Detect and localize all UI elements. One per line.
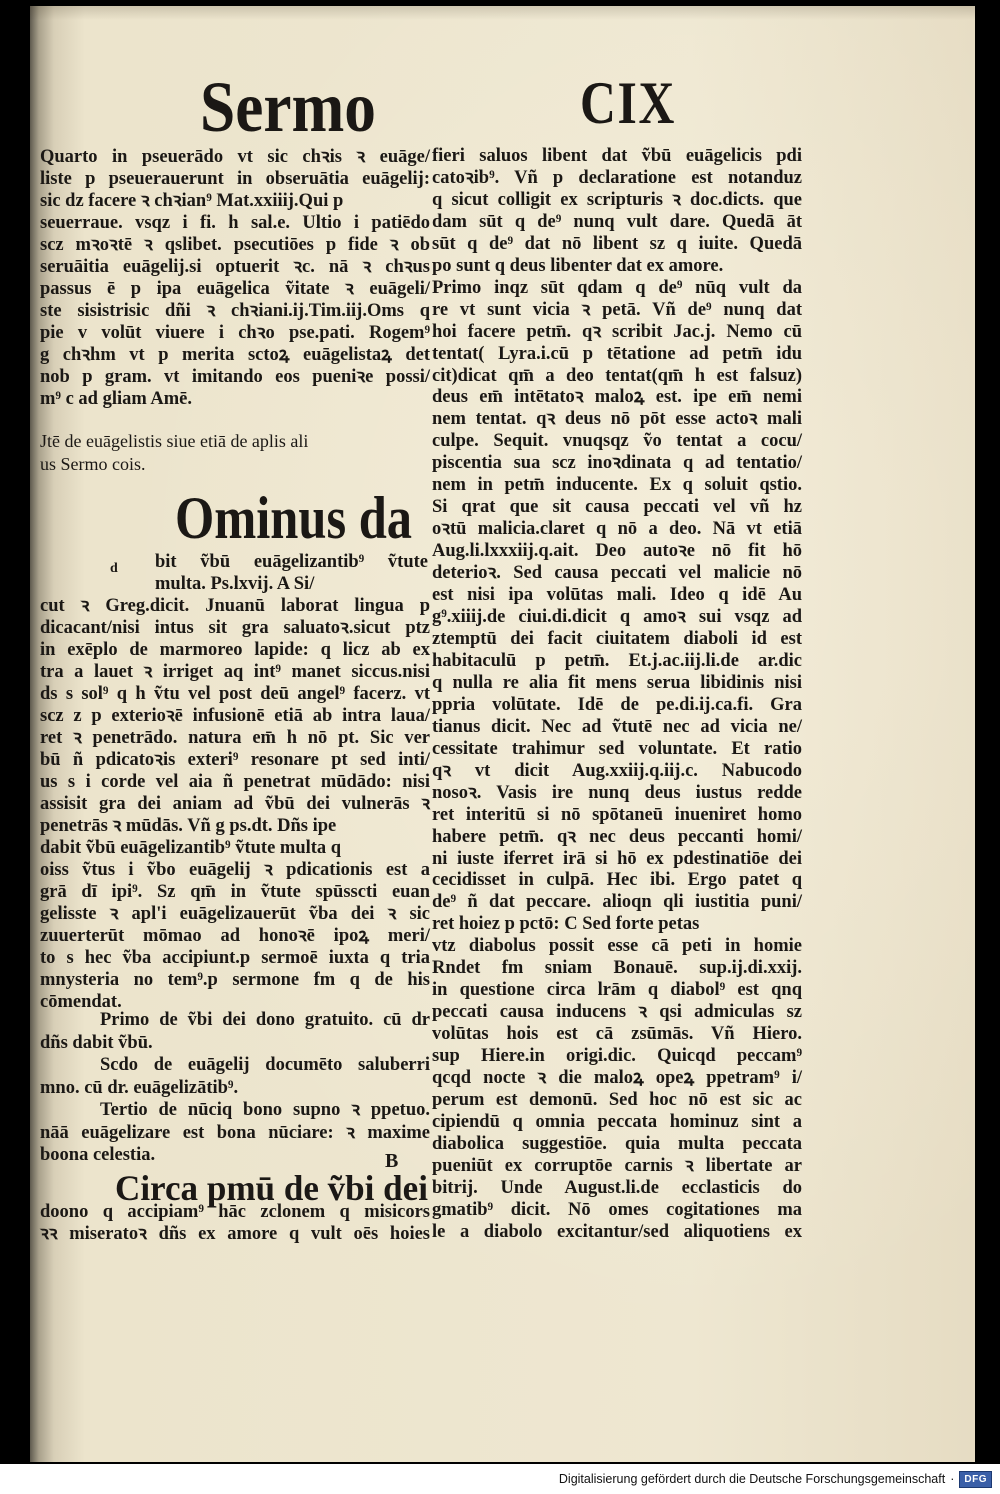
book-page [30,6,975,1462]
left-column-closing [40,1201,430,1245]
text-line: Tertio de nūciq bono supno ꝛ ppetuo. [100,1100,430,1120]
text-line: pueniūt ex corruptōe carnis ꝛ libertate ar [432,1155,802,1176]
text-line: scz mꝛoꝛtē ꝛ qslibet. psecutiōes p fide ꝛ ob [40,235,430,255]
text-line: catoꝛib⁹. Vñ p declaratione est notanduz [432,167,802,188]
digitization-footer [0,1464,1000,1494]
guide-letter-b: B [385,1150,399,1172]
text-line: de⁹ ñ dat peccare. alioqn qli iustitia puni/ [432,892,802,913]
text-line: bit ṽbū euāgelizantib⁹ ṽtute [155,552,428,572]
text-line: hoi facere petm̄. qꝛ scribit Jac.j. Nemo cū [432,321,802,342]
text-line: doono q accipiam⁹ hāc zclonem q misicors [40,1202,430,1222]
text-line: multa. Ps.lxvij. A Si/ [155,574,315,594]
guide-letter-d: d [110,561,118,576]
text-line: q sicut colligit ex scripturis ꝛ doc.dicts. que [432,189,802,210]
text-line: grā dī ipi⁹. Sz qm̄ in ṽtute spūsscti euan [40,882,430,902]
text-line: gmatib⁹ dicit. Nō omes cogitationes ma [432,1199,802,1220]
text-line: ni iuste iferret irā si hō ex pdestinatiōe dei [432,848,802,869]
initial-heading: Ominus da [175,485,412,551]
text-line: ztemptū dei facit ciuitatem diaboli id est [432,628,802,649]
text-line: cessitate trahimur sed voluntate. Et ratio [432,738,802,759]
text-line: volūtas hois est cā zsūmās. Vñ Hiero. [432,1024,802,1045]
text-line: ret interitū si nō spōtaneū inueniret homo [432,804,802,825]
text-line: oꝛtū malicia.claret q nō a deo. Nā vt etiā [432,519,802,540]
text-line: ret hoiez p pctō: C Sed forte petas [432,914,700,935]
text-line: ret ꝛ penetrādo. natura em̄ h nō pt. Sic ver [40,728,430,748]
text-line: Si qrat que sit causa peccati vel vñ hz [432,497,802,518]
left-column-indented-lines [155,551,428,595]
text-line: in exēplo de marmoreo lapide: q licz ab ex [40,640,430,660]
text-line: cipiendū q omnia peccata hominuz sint a [432,1111,802,1132]
text-line: to s hec ṽba accipiunt.p sermoē iuxta q tria [40,948,430,968]
footer-credit: Digitalisierung gefördert durch die Deutsche Forschungsgemeinschaft [558,1472,946,1486]
dfg-logo[interactable]: DFG [959,1471,992,1488]
text-line: dicacant/nisi intus sit gra saluatoꝛ.sicut ptz [40,618,430,638]
text-line: Aug.li.lxxxiij.q.ait. Deo autoꝛe nō fit hō [432,541,802,562]
text-line: re vt sunt vicia ꝛ petā. Vñ de⁹ nunq dat [432,299,802,320]
text-line: nem in petm̄ inducente. Ex q soluit qstio. [432,475,802,496]
text-line: po sunt q deus libenter dat ex amore. [432,255,724,276]
text-line: oiss ṽtus i ṽbo euāgelij ꝛ pdicationis est a [40,860,430,880]
text-line: boona celestia. [40,1145,156,1165]
text-line: ꝛꝛ miseratoꝛ dñs ex amore q vult oēs hoies [40,1224,430,1244]
text-line: liste p pseuerauerunt in obseruātia euāgelij: [40,169,430,189]
text-line: dam sūt q de⁹ nunq vult dare. Quedā āt [432,211,802,232]
text-line: pie v volūt viuere i chꝛo pse.pati. Rogem⁹ [40,323,430,343]
footer-separator: · [950,1472,955,1486]
text-line: tra a lauet ꝛ irriget aq int⁹ manet siccus.nisi [40,662,430,682]
left-column-body [40,595,430,1013]
text-line: ppria volūtate. Idē de pe.di.ij.ca.fi. Gra [432,694,802,715]
text-line: piscentia sua scz inoꝛdinata q ad tentatio/ [432,453,802,474]
text-line: dñs dabit ṽbū. [40,1032,153,1053]
text-line: gelisste ꝛ apl'i euāgelizauerūt ṽba dei ꝛ sic [40,904,430,924]
text-line: le a diabolo excitantur/sed aliquotiens ex [432,1221,802,1242]
text-line: sūt q de⁹ dat nō libent sz q iuite. Quedā [432,233,802,254]
text-line: Primo de ṽbi dei dono gratuito. cū dr [100,1010,430,1030]
text-line: cut ꝛ Greg.dicit. Jnuanū laborat lingua p [40,596,430,616]
text-line: vtz diabolus possit esse cā peti in homie [432,936,802,957]
text-line: culpe. Sequit. vnuqsqz ṽo tentat a cocu/ [432,431,802,452]
text-line: perum est demonū. Sed hoc nō est sic ac [432,1089,802,1110]
text-line: qcqd nocte ꝛ die maloꝝ opeꝝ ppetram⁹ i/ [432,1068,802,1089]
text-line: nob p gram. vt imitando eos pueniꝛe possi/ [40,367,430,387]
text-line: bitrij. Unde August.li.de ecclasticis do [432,1177,802,1198]
text-line: sic dz facere ꝛ chꝛian⁹ Mat.xxiiij.Qui p [40,191,344,211]
text-line: g⁹.xiiij.de ciui.di.dicit q amoꝛ sui vsqz ad [432,607,802,628]
folio-number: CIX [580,70,676,136]
text-line: passus ē p ipa euāgelica ṽitate ꝛ euāgeli/ [40,279,430,299]
text-line: ste sisistrisic dñi ꝛ chꝛiani.ij.Tim.iij.Oms q [40,301,430,321]
text-line: q nulla re alia fit mens serua libidinis nisi [432,672,802,693]
text-line: Scdo de euāgelij documēto saluberri [100,1055,430,1075]
text-line: sup Hiere.in origi.dic. Quicqd peccam⁹ [432,1046,802,1067]
text-line: nosoꝛ. Vasis ire nunq deus iustus redde [432,782,802,803]
text-line: zuuerterūt mōmao ad honoꝛē ipoꝝ meri/ [40,926,430,946]
text-line: us s i corde vel aia ñ penetrat mūdādo: nisi [40,772,430,792]
text-line: tentat( Lyra.i.cū p tētatione ad petm̄ idu [432,343,802,364]
text-line: qꝛ vt dicit Aug.xxiij.q.iij.c. Nabucodo [432,760,802,781]
left-column-intro [40,146,430,410]
text-line: seuerraue. vsqz i fi. h sal.e. Ultio i patiēdo [40,213,430,233]
running-title: Sermo [200,67,376,147]
text-line: bū ñ pdicatoꝛis exteri⁹ resonare pt sed inti/ [40,750,430,770]
text-line: cōmendat. [40,992,122,1012]
text-line: fieri saluos libent dat ṽbū euāgelicis pdi [432,146,802,166]
text-line: cit)dicat qm̄ a deo tentat(qm̄ h est falsuz) [432,365,802,386]
left-column-division [40,1009,430,1167]
text-line: tianus dicit. Nec ad ṽtutē nec ad vicia ne/ [432,716,802,737]
right-column [432,146,802,1244]
text-line: cecidisset in culpā. Hec ibi. Ergo patet q [432,870,802,891]
text-line: g chꝛhm vt p merita sctoꝝ euāgelistaꝝ det [40,345,430,365]
text-line: nem tentat. qꝛ deus nō pōt esse actoꝛ mali [432,409,802,430]
text-line: habere petm̄. qꝛ nec deus peccanti homi/ [432,826,802,847]
text-line: diabolica suggestiōe. quia multa peccata [432,1133,802,1154]
text-line: deterioꝛ. Sed causa peccati vel malicie nō [432,563,802,584]
text-line: assisit gra dei aniam ad ṽbū dei vulnerās ꝛ [40,794,430,814]
text-line: nāā euāgelizare est bona nūciare: ꝛ maxime [40,1122,430,1143]
section-heading: Circa pmū de ṽbi dei [115,1168,428,1208]
text-line: deus em̄ intētatoꝛ maloꝝ est. ipe em̄ nemi [432,387,802,408]
text-line: mno. cū dr. euāgelizātib⁹. [40,1077,239,1098]
text-line: peccati causa inducens ꝛ qsi admiculas sz [432,1002,802,1023]
text-line: ds s sol⁹ q h ṽtu vel post deū angel⁹ facerz. vt [40,684,430,704]
text-line: m⁹ c ad gliam Amē. [40,389,192,409]
text-line: in questione circa lrām q diabol⁹ est qnq [432,980,802,1001]
text-line: penetrās ꝛ mūdās. Vñ g ps.dt. Dñs ipe [40,816,337,836]
text-line: seruāitia euāgelij.si optuerit ꝛc. nā ꝛ chꝛus [40,257,430,277]
text-line: Rndet fm sniam Bonauē. sup.ij.di.xxij. [432,958,802,979]
text-line: Primo inqz sūt qdam q de⁹ nūq vult da [432,277,802,298]
text-line: mnysteria no tem⁹.p sermone fm q de his [40,970,430,990]
text-line: Jtē de euāgelistis siue etiā de aplis ali [40,431,309,451]
text-line: scz z p exterioꝛē infusionē etiā ab intra laua/ [40,706,430,726]
text-line: est nisi ipa volūtas mali. Ideo q idē Au [432,585,802,606]
text-line: Quarto in pseuerādo vt sic chꝛis ꝛ euāge/ [40,147,430,167]
text-line: dabit ṽbū euāgelizantib⁹ ṽtute multa q [40,838,342,858]
left-column-rubric [40,430,430,476]
text-line: habitaculū p petm̄. Et.j.ac.iij.li.de ar.dic [432,650,802,671]
text-line: us Sermo cois. [40,454,146,474]
